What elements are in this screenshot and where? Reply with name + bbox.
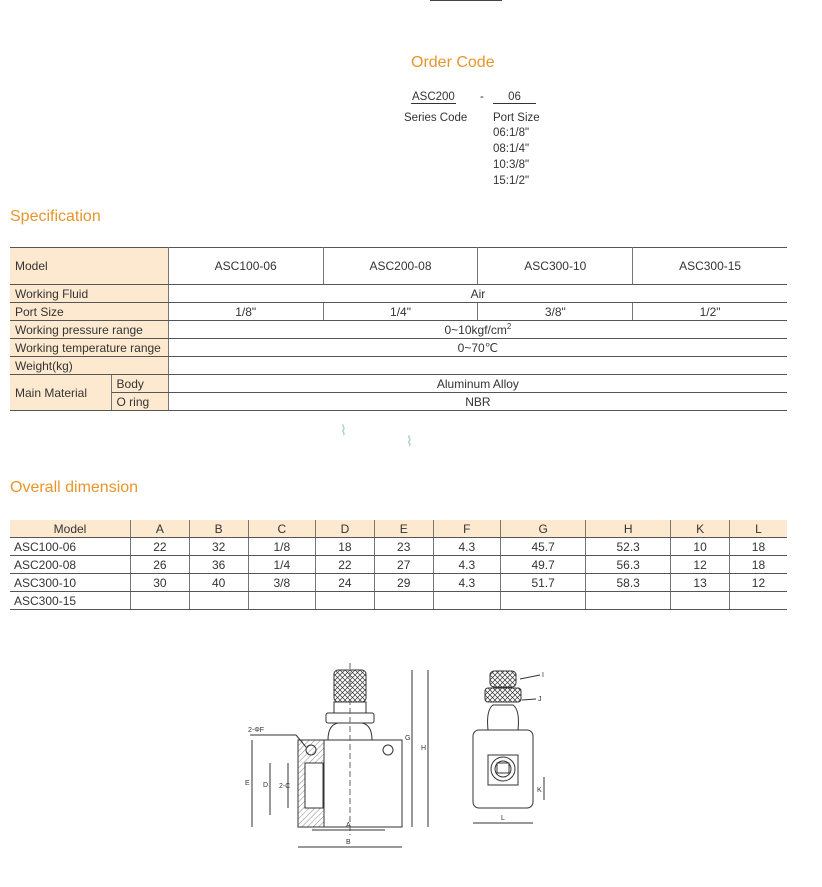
- dim-cell: 27: [374, 556, 433, 574]
- dim-cell: [433, 592, 501, 610]
- dim-header-k: K: [671, 520, 730, 538]
- dim-cell-model: ASC100-06: [10, 538, 131, 556]
- spec-material-label: Main Material: [10, 375, 111, 411]
- dim-cell-model: ASC200-08: [10, 556, 131, 574]
- dim-cell: 58.3: [586, 574, 671, 592]
- scan-mark: ⌇: [340, 422, 347, 438]
- dim-header-f: F: [433, 520, 501, 538]
- spec-port-label: Port Size: [10, 303, 168, 321]
- side-knob: [490, 671, 516, 687]
- spec-port-cell: 1/8": [168, 303, 323, 321]
- port-option: 06:1/8": [493, 127, 530, 139]
- dim-cell-model: ASC300-10: [10, 574, 131, 592]
- dim-header-d: D: [316, 520, 375, 538]
- dim-cell: 56.3: [586, 556, 671, 574]
- label-f: 2-ΦF: [248, 727, 265, 734]
- label-l: L: [501, 815, 505, 822]
- dim-cell-model: ASC300-15: [10, 592, 131, 610]
- label-e: E: [245, 780, 250, 787]
- dim-cell: 3/8: [248, 574, 316, 592]
- dim-cell: 13: [671, 574, 730, 592]
- dim-cell: 40: [189, 574, 248, 592]
- spec-oring-row: [10, 393, 787, 411]
- scan-mark: ⌇: [406, 433, 413, 449]
- spec-model-label: Model: [10, 248, 168, 285]
- dim-cell: 36: [189, 556, 248, 574]
- dim-cell: [189, 592, 248, 610]
- spec-temperature-label: Working temperature range: [10, 339, 168, 357]
- dim-cell: 45.7: [501, 538, 586, 556]
- spec-temperature-row: [10, 339, 787, 357]
- label-g: G: [405, 735, 411, 742]
- dim-cell: 51.7: [501, 574, 586, 592]
- specification-table: [10, 247, 787, 411]
- dim-cell: [248, 592, 316, 610]
- side-body: [473, 730, 533, 808]
- dim-cell: 29: [374, 574, 433, 592]
- dim-header-a: A: [131, 520, 190, 538]
- label-d: D: [263, 782, 269, 789]
- specification-title: Specification: [10, 208, 101, 225]
- side-neck: [488, 705, 519, 730]
- spec-fluid-value: Air: [168, 285, 787, 303]
- port-option: 08:1/4": [493, 143, 530, 155]
- dimension-header-row: [10, 520, 787, 538]
- dim-cell: 22: [316, 556, 375, 574]
- dim-cell: 30: [131, 574, 190, 592]
- dim-cell: 1/4: [248, 556, 316, 574]
- port-option: 10:3/8": [493, 159, 530, 171]
- spec-port-row: [10, 303, 787, 321]
- dim-cell: 22: [131, 538, 190, 556]
- dim-cell: [729, 592, 787, 610]
- label-k: K: [537, 787, 542, 794]
- spec-model-cell: ASC300-10: [478, 248, 633, 285]
- spec-body-value: Aluminum Alloy: [168, 375, 787, 393]
- dim-i-leader: [520, 675, 540, 679]
- spec-port-cell: 1/2": [633, 303, 787, 321]
- dimension-row: [10, 592, 787, 610]
- dimension-row: [10, 538, 787, 556]
- dim-header-c: C: [248, 520, 316, 538]
- dim-cell: 24: [316, 574, 375, 592]
- label-b: B: [346, 839, 351, 846]
- dimension-row: [10, 574, 787, 592]
- dim-cell: 10: [671, 538, 730, 556]
- spec-model-cell: ASC300-15: [633, 248, 787, 285]
- dim-cell: 26: [131, 556, 190, 574]
- spec-model-cell: ASC200-08: [323, 248, 478, 285]
- dim-cell: 1/8: [248, 538, 316, 556]
- spec-fluid-row: [10, 285, 787, 303]
- spec-weight-label: Weight(kg): [10, 357, 168, 375]
- label-h: H: [421, 745, 427, 752]
- series-code-value: ASC200: [412, 91, 455, 103]
- dim-cell: 4.3: [433, 556, 501, 574]
- front-port: [305, 763, 323, 808]
- spec-temperature-value: 0~70℃: [168, 339, 787, 357]
- dim-cell: 18: [729, 538, 787, 556]
- label-c: 2-C: [279, 783, 291, 790]
- dim-header-h: H: [586, 520, 671, 538]
- top-rule: [430, 0, 502, 1]
- label-i: I: [542, 672, 544, 679]
- dim-header-l: L: [729, 520, 787, 538]
- dim-header-model: Model: [10, 520, 131, 538]
- label-a: A: [346, 822, 351, 829]
- dim-cell: 4.3: [433, 574, 501, 592]
- spec-oring-label: O ring: [111, 393, 168, 411]
- order-code-title: Order Code: [411, 54, 495, 71]
- side-lock-nut: [485, 688, 521, 702]
- dim-j-leader: [522, 699, 536, 700]
- series-code-label: Series Code: [404, 112, 468, 124]
- dimension-row: [10, 556, 787, 574]
- spec-body-row: [10, 375, 787, 393]
- spec-pressure-row: [10, 321, 787, 339]
- dim-cell: 12: [729, 574, 787, 592]
- spec-weight-row: [10, 357, 787, 375]
- overall-dimension-title: Overall dimension: [10, 479, 139, 496]
- order-code-dash: -: [480, 91, 484, 103]
- spec-port-cell: 1/4": [323, 303, 478, 321]
- dim-header-g: G: [501, 520, 586, 538]
- dim-cell: 4.3: [433, 538, 501, 556]
- spec-body-label: Body: [111, 375, 168, 393]
- dim-cell: [374, 592, 433, 610]
- port-size-label: Port Size: [493, 112, 540, 124]
- dim-cell: [671, 592, 730, 610]
- spec-pressure-value: $0\sim 10kgf/cm^2$: [168, 321, 787, 339]
- dim-header-b: B: [189, 520, 248, 538]
- dim-cell: 18: [729, 556, 787, 574]
- dim-cell: [586, 592, 671, 610]
- spec-model-cell: ASC100-06: [168, 248, 323, 285]
- spec-oring-value: NBR: [168, 393, 787, 411]
- spec-model-row: [10, 248, 787, 285]
- dim-cell: [316, 592, 375, 610]
- dim-cell: 23: [374, 538, 433, 556]
- dim-cell: [501, 592, 586, 610]
- port-option: 15:1/2": [493, 175, 530, 187]
- dim-header-e: E: [374, 520, 433, 538]
- dim-cell: 12: [671, 556, 730, 574]
- dim-cell: [131, 592, 190, 610]
- dim-cell: 52.3: [586, 538, 671, 556]
- port-size-value: 06: [493, 91, 536, 104]
- dim-cell: 32: [189, 538, 248, 556]
- spec-port-cell: 3/8": [478, 303, 633, 321]
- spec-pressure-label: Working pressure range: [10, 321, 168, 339]
- dim-cell: 18: [316, 538, 375, 556]
- mount-hole: [383, 745, 393, 755]
- valve-technical-drawing: [230, 655, 570, 860]
- dim-cell: 49.7: [501, 556, 586, 574]
- dimension-table: [10, 520, 787, 610]
- spec-weight-value: [168, 357, 787, 375]
- spec-fluid-label: Working Fluid: [10, 285, 168, 303]
- label-j: J: [538, 696, 542, 703]
- side-port-core: [497, 763, 509, 773]
